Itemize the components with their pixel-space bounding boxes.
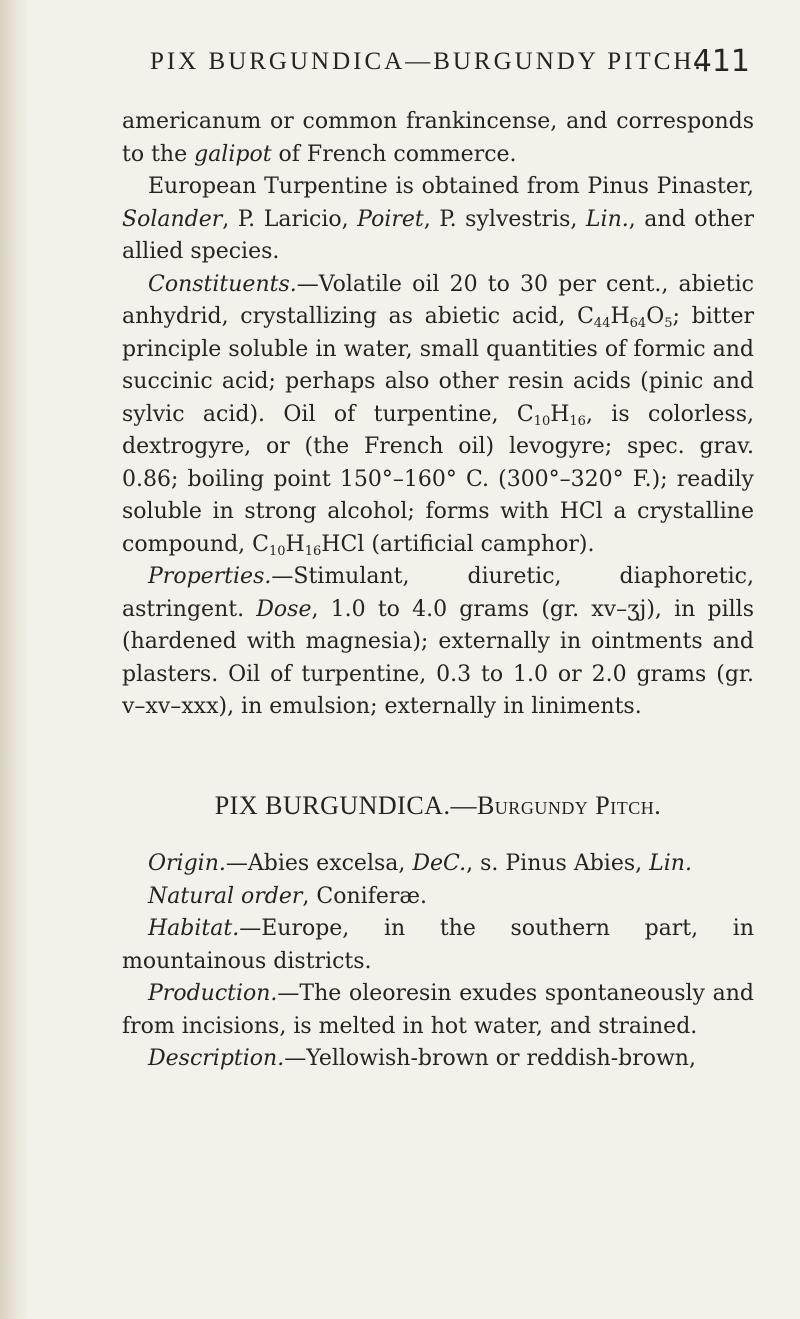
italic-term: galipot [194, 141, 272, 167]
text-run: —Stimulant, diuretic, diaphoretic, astringent. [122, 564, 754, 622]
text-run: H [550, 401, 570, 427]
text-run: ; bitter principle soluble in water, small quantities of formic and succinic acid; perhaps also other resin acids (pinic and sylvic acid). Oil of turpentine, C [122, 304, 754, 427]
subscript: 5 [664, 316, 673, 331]
section-heading-main: PIX BURGUNDICA. [214, 790, 451, 820]
paragraph-description [122, 1043, 754, 1076]
subscript: 10 [533, 413, 551, 429]
text-run: —Yellowish-brown or reddish-brown, [284, 1046, 696, 1071]
paragraph-habitat [122, 913, 754, 978]
text-run: , and other allied species. [122, 206, 755, 264]
paragraph-natural-order [122, 881, 754, 914]
text-run: of French commerce. [271, 141, 517, 167]
text-run: , Coniferæ. [302, 883, 428, 909]
text-run: —Europe, in the southern part, in mountainous districts. [122, 916, 754, 974]
subscript: 16 [569, 413, 586, 429]
text-run: O [646, 304, 665, 329]
subscript: 64 [629, 316, 647, 331]
text-run: , P. sylvestris, [423, 206, 586, 232]
italic-term: Dose [256, 596, 312, 622]
page-body [122, 106, 754, 1076]
section-label: Natural order [148, 883, 303, 909]
text-run: H [285, 531, 305, 557]
paragraph-properties [122, 561, 754, 724]
italic-term: Poiret [357, 206, 424, 232]
running-title: PIX BURGUNDICA—BURGUNDY PITCH. [150, 48, 704, 75]
italic-term: Lin. [585, 206, 629, 232]
section-label: Description. [148, 1046, 285, 1071]
section-label: Constituents. [148, 271, 297, 297]
page-edge-shadow [0, 0, 30, 1319]
subscript: 16 [304, 543, 322, 559]
text-run: , is colorless, dextrogyre, or (the French oil) levogyre; spec. grav. 0.86; boiling point 150°–160° C. (300°–320° F.); readily soluble in strong alcohol; forms with HCl a crystalline compound, C [122, 401, 754, 557]
text-run: —Volatile oil 20 to 30 per cent., abietic anhydrid, crystallizing as abietic acid, C [122, 271, 754, 329]
section-label: Properties. [148, 564, 272, 589]
subscript: 44 [593, 316, 611, 331]
section-label: Production. [148, 981, 278, 1006]
paragraph-origin [122, 848, 754, 881]
text-run: European Turpentine is obtained from Pinus Pinaster, [148, 174, 754, 199]
section-label: Origin. [148, 851, 226, 876]
section-heading-sub: —Burgundy Pitch. [450, 790, 662, 820]
section-label: Habitat. [148, 916, 240, 941]
subscript: 10 [269, 543, 286, 559]
paragraph-frankincense [122, 106, 754, 171]
paragraph-constituents [122, 269, 754, 562]
italic-term: DeC. [412, 851, 467, 876]
paragraph-european-turpentine [122, 171, 754, 269]
text-run: —The oleoresin exudes spontaneously and from incisions, is melted in hot water, and strained. [122, 981, 754, 1039]
section-heading [122, 790, 754, 823]
text-run: , P. Laricio, [222, 206, 358, 232]
text-run: HCl (artificial camphor). [321, 531, 595, 557]
italic-term: Solander [122, 206, 223, 232]
text-run: , 1.0 to 4.0 grams (gr. xv–ʒj), in pills (hardened with magnesia); externally in ointments and plasters. Oil of turpentine, 0.3 to 1.0 or 2.0 grams (gr. v–xv–xxx), in emulsion; externally in liniments. [122, 596, 754, 719]
italic-term: Lin. [649, 851, 692, 876]
text-run: , s. Pinus Abies, [466, 851, 650, 876]
text-run: H [610, 304, 630, 329]
running-header [150, 44, 750, 79]
paragraph-production [122, 978, 754, 1043]
text-run: —Abies excelsa, [225, 851, 413, 876]
page-number: 411 [692, 44, 750, 79]
text-run: americanum or common frankincense, and corresponds to the [122, 109, 754, 167]
